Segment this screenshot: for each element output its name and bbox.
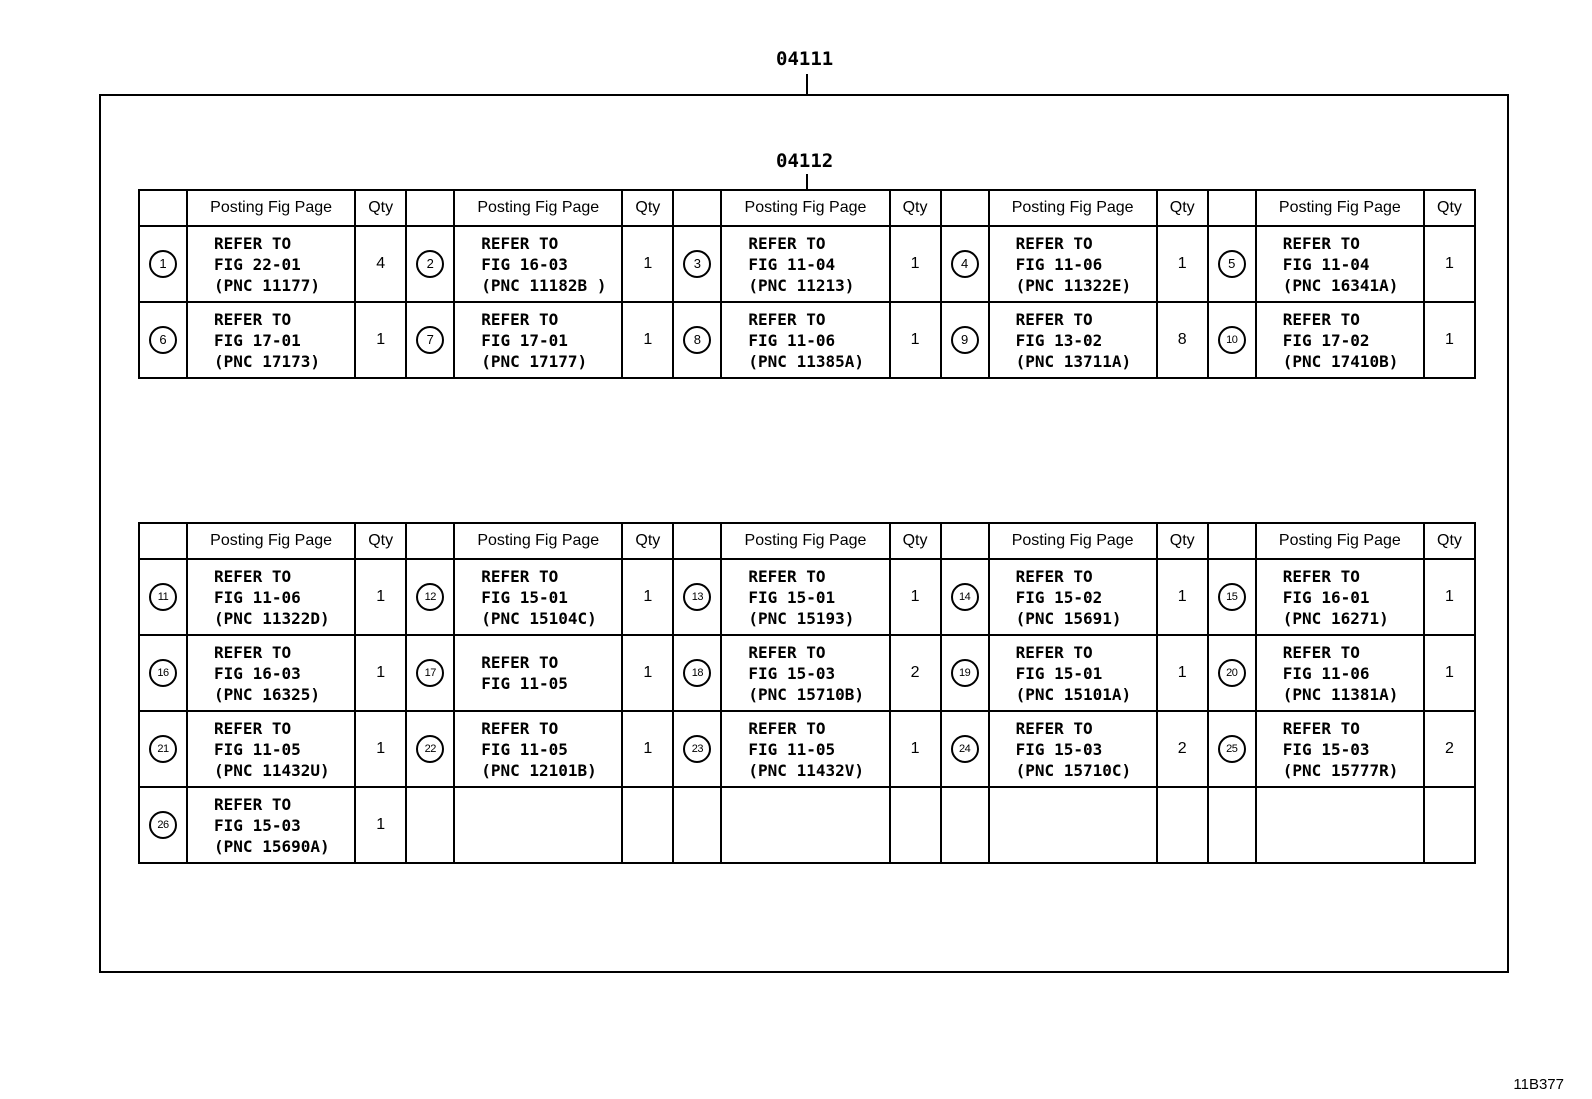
- reference-line: (PNC 15691): [1015, 608, 1122, 628]
- posting-ref-cell: [721, 302, 889, 378]
- item-number-cell: [1208, 559, 1256, 635]
- reference-line: (PNC 17177): [481, 351, 588, 371]
- reference-line: FIG 16-03: [481, 254, 568, 274]
- item-number-cell: [673, 711, 721, 787]
- header-posting-fig-page: Posting Fig Page: [1256, 190, 1424, 226]
- header-number: [139, 190, 187, 226]
- parts-row: [139, 787, 1475, 863]
- posting-ref-cell: [721, 559, 889, 635]
- header-number: [673, 190, 721, 226]
- reference-line: FIG 15-01: [481, 587, 568, 607]
- posting-ref-cell: [721, 226, 889, 302]
- quantity-value: 2: [1177, 740, 1187, 757]
- reference-line: FIG 11-06: [1015, 254, 1103, 274]
- quantity-value: 1: [1445, 255, 1454, 272]
- header-qty: Qty: [622, 190, 673, 226]
- reference-line: REFER TO: [748, 233, 826, 253]
- reference-line: FIG 17-01: [214, 330, 301, 350]
- quantity-value: 1: [376, 740, 386, 757]
- reference-line: (PNC 16271): [1282, 608, 1389, 628]
- posting-ref-cell: [989, 302, 1157, 378]
- qty-cell: [1157, 635, 1208, 711]
- reference-line: (PNC 11432U): [214, 760, 330, 780]
- item-number-cell: [139, 302, 187, 378]
- quantity-value: 1: [910, 255, 920, 272]
- subassembly-label-04112: 04112: [776, 150, 834, 172]
- qty-cell: [1424, 559, 1475, 635]
- item-number-cell: [406, 559, 454, 635]
- item-number-cell: [673, 302, 721, 378]
- qty-cell: [1424, 635, 1475, 711]
- reference-line: REFER TO: [214, 233, 292, 253]
- qty-cell: [1157, 711, 1208, 787]
- quantity-value: 2: [1445, 740, 1454, 757]
- item-number-circle: 26: [149, 811, 177, 839]
- reference-line: REFER TO: [1282, 233, 1360, 253]
- quantity-value: 1: [643, 664, 653, 681]
- reference-line: REFER TO: [214, 794, 292, 814]
- reference-line: (PNC 16325): [214, 684, 320, 704]
- parts-row: [139, 226, 1475, 302]
- qty-cell: [622, 559, 673, 635]
- qty-cell: [622, 302, 673, 378]
- qty-cell: [355, 559, 406, 635]
- item-number-cell: [941, 302, 989, 378]
- header-qty: Qty: [355, 523, 406, 559]
- reference-line: FIG 11-06: [748, 330, 836, 350]
- item-number-circle: 2: [416, 250, 444, 278]
- quantity-value: 1: [1445, 331, 1454, 348]
- reference-line: REFER TO: [1015, 233, 1093, 253]
- item-number-circle: 13: [683, 583, 711, 611]
- reference-line: FIG 11-04: [1282, 254, 1370, 274]
- reference-line: (PNC 15690A): [214, 836, 330, 856]
- header-row: [139, 523, 1475, 559]
- header-posting-fig-page: Posting Fig Page: [721, 523, 889, 559]
- reference-line: (PNC 15710B): [748, 684, 864, 704]
- reference-line: REFER TO: [1282, 309, 1360, 329]
- reference-line: FIG 15-03: [1282, 739, 1370, 759]
- posting-ref-cell: [187, 302, 355, 378]
- posting-ref-cell: [721, 711, 889, 787]
- item-number-cell: [1208, 711, 1256, 787]
- reference-line: FIG 15-03: [748, 663, 836, 683]
- reference-line: (PNC 11182B ): [481, 275, 607, 295]
- item-number-circle: 8: [683, 326, 711, 354]
- header-qty: Qty: [1157, 190, 1208, 226]
- header-number: [406, 190, 454, 226]
- qty-cell: [355, 226, 406, 302]
- item-number-cell: [139, 635, 187, 711]
- posting-ref-cell: [454, 787, 622, 863]
- item-number-cell: [1208, 635, 1256, 711]
- item-number-circle: 22: [416, 735, 444, 763]
- quantity-value: 1: [910, 331, 920, 348]
- item-number-cell: [406, 711, 454, 787]
- header-number: [1208, 190, 1256, 226]
- reference-line: (PNC 13711A): [1015, 351, 1132, 371]
- header-qty: Qty: [890, 523, 941, 559]
- header-qty: Qty: [890, 190, 941, 226]
- posting-ref-cell: [187, 635, 355, 711]
- quantity-value: 1: [376, 664, 386, 681]
- qty-cell: [890, 559, 941, 635]
- qty-cell: [890, 787, 941, 863]
- qty-cell: [355, 711, 406, 787]
- item-number-cell: [139, 787, 187, 863]
- assembly-leader-line: [806, 74, 808, 94]
- reference-line: REFER TO: [748, 642, 826, 662]
- reference-line: REFER TO: [1015, 642, 1093, 662]
- quantity-value: 1: [643, 588, 653, 605]
- item-number-circle: 11: [149, 583, 177, 611]
- posting-ref-cell: [454, 559, 622, 635]
- parts-table-1: [138, 189, 1476, 379]
- quantity-value: 1: [1445, 664, 1454, 681]
- posting-ref-cell: [187, 711, 355, 787]
- reference-line: REFER TO: [481, 718, 559, 738]
- reference-line: REFER TO: [1015, 309, 1093, 329]
- posting-ref-cell: [1256, 711, 1424, 787]
- posting-ref-cell: [454, 711, 622, 787]
- posting-ref-cell: [989, 635, 1157, 711]
- reference-line: (PNC 15193): [748, 608, 855, 628]
- item-number-circle: 10: [1218, 326, 1246, 354]
- reference-line: (PNC 11322E): [1015, 275, 1132, 295]
- quantity-value: 1: [376, 588, 386, 605]
- parts-row: [139, 635, 1475, 711]
- item-number-circle: 15: [1218, 583, 1246, 611]
- quantity-value: 1: [1177, 255, 1187, 272]
- item-number-circle: 9: [951, 326, 979, 354]
- reference-line: REFER TO: [214, 566, 292, 586]
- item-number-cell: [139, 711, 187, 787]
- posting-ref-cell: [989, 787, 1157, 863]
- quantity-value: 1: [910, 740, 920, 757]
- reference-line: REFER TO: [214, 309, 292, 329]
- posting-ref-cell: [721, 635, 889, 711]
- item-number-circle: 16: [149, 659, 177, 687]
- reference-line: (PNC 12101B): [481, 760, 597, 780]
- parts-row: [139, 302, 1475, 378]
- header-number: [1208, 523, 1256, 559]
- qty-cell: [355, 302, 406, 378]
- reference-line: REFER TO: [1015, 566, 1093, 586]
- reference-line: FIG 16-03: [214, 663, 301, 683]
- item-number-cell: [673, 226, 721, 302]
- quantity-value: 1: [1177, 664, 1187, 681]
- posting-ref-cell: [721, 787, 889, 863]
- posting-ref-cell: [1256, 302, 1424, 378]
- reference-line: FIG 15-03: [214, 815, 301, 835]
- reference-line: REFER TO: [1282, 718, 1360, 738]
- reference-line: REFER TO: [748, 309, 826, 329]
- reference-line: FIG 11-06: [214, 587, 301, 607]
- header-qty: Qty: [1424, 190, 1475, 226]
- item-number-circle: 7: [416, 326, 444, 354]
- header-posting-fig-page: Posting Fig Page: [989, 190, 1157, 226]
- item-number-circle: 25: [1218, 735, 1246, 763]
- posting-ref-cell: [1256, 787, 1424, 863]
- item-number-cell: [406, 635, 454, 711]
- qty-cell: [890, 302, 941, 378]
- reference-line: FIG 17-02: [1282, 330, 1370, 350]
- qty-cell: [355, 787, 406, 863]
- subassembly-leader-line: [806, 174, 808, 190]
- posting-ref-cell: [454, 226, 622, 302]
- quantity-value: 1: [1177, 588, 1187, 605]
- item-number-cell: [139, 226, 187, 302]
- quantity-value: 1: [376, 816, 386, 833]
- item-number-cell: [406, 302, 454, 378]
- posting-ref-cell: [187, 787, 355, 863]
- reference-line: FIG 11-05: [748, 739, 836, 759]
- header-qty: Qty: [1157, 523, 1208, 559]
- qty-cell: [1424, 787, 1475, 863]
- item-number-circle: 18: [683, 659, 711, 687]
- item-number-cell: [941, 559, 989, 635]
- reference-line: (PNC 15104C): [481, 608, 597, 628]
- item-number-cell: [1208, 226, 1256, 302]
- quantity-value: 1: [910, 588, 920, 605]
- reference-line: REFER TO: [748, 566, 826, 586]
- reference-line: (PNC 15777R): [1282, 760, 1399, 780]
- item-number-cell: [1208, 787, 1256, 863]
- qty-cell: [1157, 559, 1208, 635]
- header-qty: Qty: [1424, 523, 1475, 559]
- item-number-circle: 1: [149, 250, 177, 278]
- item-number-cell: [941, 711, 989, 787]
- assembly-label-04111: 04111: [776, 48, 834, 70]
- reference-line: (PNC 11385A): [748, 351, 864, 371]
- header-number: [406, 523, 454, 559]
- item-number-cell: [406, 787, 454, 863]
- qty-cell: [622, 226, 673, 302]
- reference-line: REFER TO: [481, 566, 559, 586]
- qty-cell: [890, 711, 941, 787]
- header-number: [941, 523, 989, 559]
- header-posting-fig-page: Posting Fig Page: [187, 190, 355, 226]
- qty-cell: [1424, 711, 1475, 787]
- reference-line: FIG 16-01: [1282, 587, 1370, 607]
- header-row: [139, 190, 1475, 226]
- item-number-circle: 19: [951, 659, 979, 687]
- qty-cell: [1157, 226, 1208, 302]
- reference-line: (PNC 11381A): [1282, 684, 1399, 704]
- reference-line: (PNC 11177): [214, 275, 320, 295]
- reference-line: REFER TO: [1282, 642, 1360, 662]
- quantity-value: 1: [643, 331, 653, 348]
- qty-cell: [355, 635, 406, 711]
- item-number-cell: [941, 635, 989, 711]
- reference-line: (PNC 11213): [748, 275, 855, 295]
- quantity-value: 1: [643, 255, 653, 272]
- item-number-cell: [406, 226, 454, 302]
- qty-cell: [1157, 302, 1208, 378]
- posting-ref-cell: [1256, 226, 1424, 302]
- parts-table-2: [138, 522, 1476, 864]
- qty-cell: [622, 787, 673, 863]
- reference-line: REFER TO: [1015, 718, 1093, 738]
- reference-line: FIG 11-05: [481, 739, 568, 759]
- reference-line: REFER TO: [481, 233, 559, 253]
- item-number-circle: 17: [416, 659, 444, 687]
- posting-ref-cell: [1256, 559, 1424, 635]
- reference-line: FIG 15-02: [1015, 587, 1103, 607]
- quantity-value: 1: [376, 331, 386, 348]
- item-number-cell: [673, 787, 721, 863]
- item-number-cell: [941, 787, 989, 863]
- posting-ref-cell: [454, 302, 622, 378]
- posting-ref-cell: [989, 711, 1157, 787]
- reference-line: FIG 15-01: [1015, 663, 1103, 683]
- reference-line: FIG 15-03: [1015, 739, 1103, 759]
- reference-line: FIG 17-01: [481, 330, 568, 350]
- header-posting-fig-page: Posting Fig Page: [454, 190, 622, 226]
- reference-line: FIG 11-04: [748, 254, 836, 274]
- reference-line: (PNC 11322D): [214, 608, 330, 628]
- item-number-circle: 3: [683, 250, 711, 278]
- header-number: [673, 523, 721, 559]
- item-number-cell: [139, 559, 187, 635]
- header-number: [941, 190, 989, 226]
- header-posting-fig-page: Posting Fig Page: [989, 523, 1157, 559]
- reference-line: FIG 22-01: [214, 254, 301, 274]
- item-number-circle: 20: [1218, 659, 1246, 687]
- qty-cell: [622, 635, 673, 711]
- reference-line: FIG 15-01: [748, 587, 836, 607]
- reference-line: FIG 13-02: [1015, 330, 1103, 350]
- reference-line: FIG 11-06: [1282, 663, 1370, 683]
- item-number-circle: 21: [149, 735, 177, 763]
- item-number-circle: 14: [951, 583, 979, 611]
- header-posting-fig-page: Posting Fig Page: [454, 523, 622, 559]
- parts-row: [139, 559, 1475, 635]
- qty-cell: [890, 635, 941, 711]
- reference-line: REFER TO: [214, 718, 292, 738]
- reference-line: FIG 11-05: [214, 739, 301, 759]
- reference-line: REFER TO: [748, 718, 826, 738]
- qty-cell: [890, 226, 941, 302]
- posting-ref-cell: [187, 559, 355, 635]
- item-number-circle: 12: [416, 583, 444, 611]
- reference-line: FIG 11-05: [481, 674, 568, 693]
- quantity-value: 8: [1177, 331, 1187, 348]
- item-number-circle: 23: [683, 735, 711, 763]
- item-number-cell: [673, 635, 721, 711]
- quantity-value: 2: [910, 664, 920, 681]
- item-number-circle: 4: [951, 250, 979, 278]
- item-number-cell: [673, 559, 721, 635]
- quantity-value: 1: [643, 740, 653, 757]
- posting-ref-cell: [1256, 635, 1424, 711]
- qty-cell: [1157, 787, 1208, 863]
- header-number: [139, 523, 187, 559]
- reference-line: REFER TO: [481, 653, 559, 672]
- posting-ref-cell: [187, 226, 355, 302]
- reference-line: (PNC 17410B): [1282, 351, 1399, 371]
- parts-row: [139, 711, 1475, 787]
- qty-cell: [1424, 302, 1475, 378]
- quantity-value: 1: [1445, 588, 1454, 605]
- header-qty: Qty: [355, 190, 406, 226]
- quantity-value: 4: [376, 255, 386, 272]
- item-number-circle: 6: [149, 326, 177, 354]
- reference-line: (PNC 15710C): [1015, 760, 1132, 780]
- posting-ref-cell: [989, 559, 1157, 635]
- posting-ref-cell: [989, 226, 1157, 302]
- reference-line: (PNC 15101A): [1015, 684, 1132, 704]
- header-posting-fig-page: Posting Fig Page: [187, 523, 355, 559]
- reference-line: (PNC 11432V): [748, 760, 864, 780]
- header-posting-fig-page: Posting Fig Page: [1256, 523, 1424, 559]
- item-number-circle: 24: [951, 735, 979, 763]
- header-posting-fig-page: Posting Fig Page: [721, 190, 889, 226]
- reference-line: REFER TO: [1282, 566, 1360, 586]
- reference-line: (PNC 17173): [214, 351, 320, 371]
- reference-line: REFER TO: [481, 309, 559, 329]
- reference-line: REFER TO: [214, 642, 292, 662]
- qty-cell: [1424, 226, 1475, 302]
- posting-ref-cell: [454, 635, 622, 711]
- item-number-cell: [1208, 302, 1256, 378]
- header-qty: Qty: [622, 523, 673, 559]
- item-number-circle: 5: [1218, 250, 1246, 278]
- reference-line: (PNC 16341A): [1282, 275, 1399, 295]
- qty-cell: [622, 711, 673, 787]
- figure-code: 11B377: [1513, 1076, 1564, 1093]
- item-number-cell: [941, 226, 989, 302]
